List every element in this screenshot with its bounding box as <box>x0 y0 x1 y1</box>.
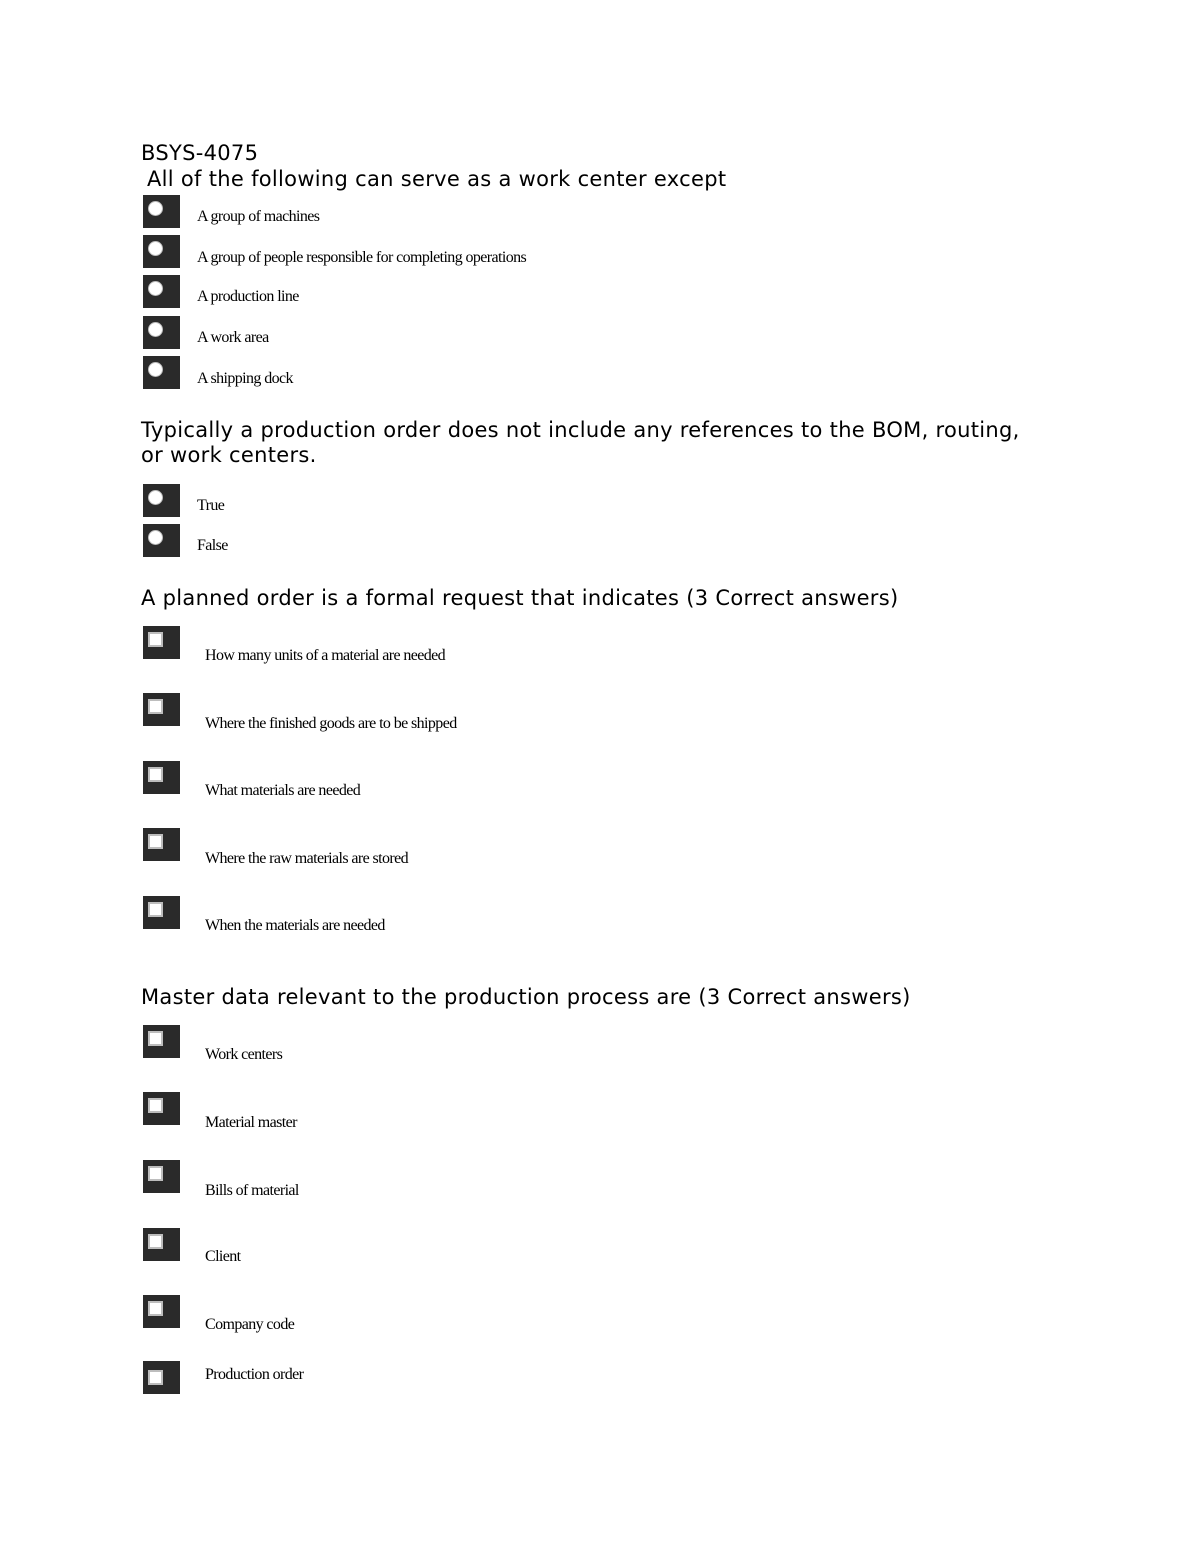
checkbox <box>148 1098 163 1113</box>
q4-option-6-label: Production order <box>205 1366 304 1383</box>
q4-option-1-checkbox[interactable] <box>143 1025 180 1058</box>
q3-option-5-label: When the materials are needed <box>205 917 385 934</box>
q4-option-1-label: Work centers <box>205 1046 283 1063</box>
q2-option-true-radio[interactable] <box>143 484 180 517</box>
q4-option-2-label: Material master <box>205 1114 297 1131</box>
checkbox <box>148 1031 163 1046</box>
q3-option-3-checkbox[interactable] <box>143 761 180 794</box>
q3-option-2-checkbox[interactable] <box>143 693 180 726</box>
checkbox <box>148 834 163 849</box>
q3-option-3-label: What materials are needed <box>205 782 361 799</box>
checkbox <box>148 1301 163 1316</box>
q4-option-3-label: Bills of material <box>205 1182 299 1199</box>
checkbox <box>148 1370 163 1385</box>
radio-button <box>148 322 163 337</box>
checkbox <box>148 1166 163 1181</box>
q3-option-5-checkbox[interactable] <box>143 896 180 929</box>
radio-button <box>148 241 163 256</box>
q1-option-3-label: A production line <box>197 288 299 305</box>
q4-option-4-label: Client <box>205 1248 241 1265</box>
q3-option-4-label: Where the raw materials are stored <box>205 850 409 867</box>
course-code: BSYS-4075 <box>141 141 259 165</box>
q2-option-false-label: False <box>197 537 228 554</box>
question-2-text-line-2: or work centers. <box>141 443 317 467</box>
q1-option-1-radio[interactable] <box>143 195 180 228</box>
q3-option-1-checkbox[interactable] <box>143 626 180 659</box>
q1-option-5-radio[interactable] <box>143 356 180 389</box>
q4-option-4-checkbox[interactable] <box>143 1228 180 1261</box>
q3-option-4-checkbox[interactable] <box>143 828 180 861</box>
radio-button <box>148 530 163 545</box>
q4-option-5-label: Company code <box>205 1316 295 1333</box>
checkbox <box>148 767 163 782</box>
q4-option-6-checkbox[interactable] <box>143 1361 180 1394</box>
checkbox <box>148 699 163 714</box>
radio-button <box>148 490 163 505</box>
radio-button <box>148 281 163 296</box>
radio-button <box>148 201 163 216</box>
q4-option-2-checkbox[interactable] <box>143 1092 180 1125</box>
question-1-text: All of the following can serve as a work center except <box>147 167 727 191</box>
q1-option-3-radio[interactable] <box>143 275 180 308</box>
q1-option-4-radio[interactable] <box>143 316 180 349</box>
q1-option-1-label: A group of machines <box>197 208 320 225</box>
q3-option-1-label: How many units of a material are needed <box>205 647 446 664</box>
checkbox <box>148 632 163 647</box>
checkbox <box>148 902 163 917</box>
q2-option-true-label: True <box>197 497 225 514</box>
q2-option-false-radio[interactable] <box>143 524 180 557</box>
question-2-text-line-1: Typically a production order does not include any references to the BOM, routing, <box>141 418 1020 442</box>
q1-option-2-radio[interactable] <box>143 235 180 268</box>
checkbox <box>148 1234 163 1249</box>
radio-button <box>148 362 163 377</box>
q1-option-2-label: A group of people responsible for completing operations <box>197 249 527 266</box>
q4-option-3-checkbox[interactable] <box>143 1160 180 1193</box>
question-3-text: A planned order is a formal request that indicates (3 Correct answers) <box>141 586 899 610</box>
q1-option-5-label: A shipping dock <box>197 370 293 387</box>
q3-option-2-label: Where the finished goods are to be shipped <box>205 715 457 732</box>
q4-option-5-checkbox[interactable] <box>143 1295 180 1328</box>
question-4-text: Master data relevant to the production process are (3 Correct answers) <box>141 985 911 1009</box>
q1-option-4-label: A work area <box>197 329 269 346</box>
